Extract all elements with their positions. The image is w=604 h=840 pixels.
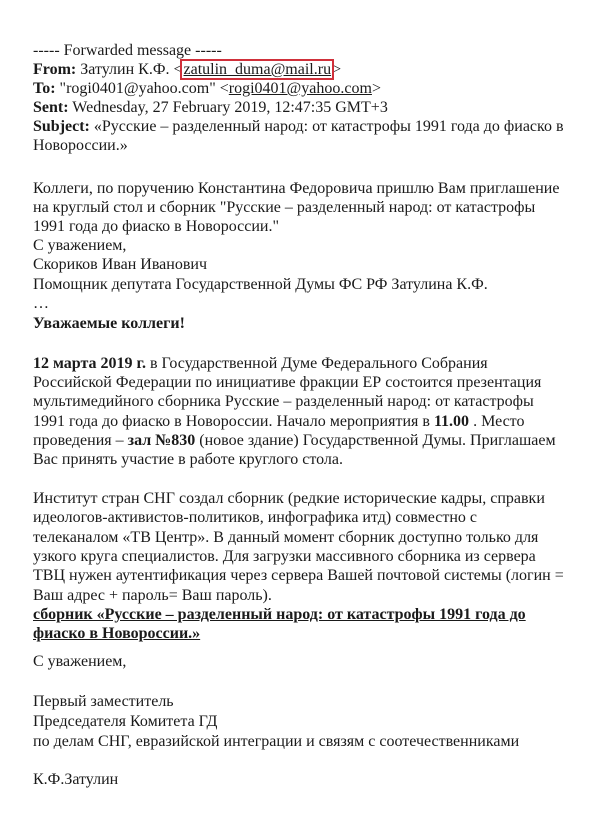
body-text: С уважением, [33, 237, 127, 254]
collection-link[interactable]: сборник «Русские – разделенный народ: от катастрофы 1991 года до [33, 606, 526, 623]
body-text: по делам СНГ, евразийской интеграции и связям с соотечественниками [33, 733, 520, 750]
body-line [33, 770, 118, 789]
to-name: "rogi0401@yahoo.com" < [59, 80, 229, 97]
body-line [33, 712, 217, 731]
body-text: Ваш адрес + пароль= Ваш пароль). [33, 587, 272, 604]
body-text: Скориков Иван Иванович [33, 256, 207, 273]
body-line [33, 354, 488, 373]
from-name: Затулин К.Ф. < [80, 61, 183, 78]
body-line [33, 489, 545, 508]
body-text: телеканалом «ТВ Центр». В данный момент сборник доступно только для [33, 529, 539, 546]
body-text: (новое здание) Государственной Думы. Приглашаем [195, 432, 556, 449]
body-text: в Государственной Думе Федерального Собрания [146, 355, 488, 372]
to-line [33, 79, 381, 98]
body-text: К.Ф.Затулин [33, 771, 119, 788]
body-line [33, 528, 538, 547]
body-line [33, 732, 519, 751]
body-text: зал №830 [127, 432, 196, 449]
body-text: Председателя Комитета ГД [33, 713, 218, 730]
body-line [33, 373, 541, 392]
subject-text: «Русские – разделенный народ: от катастрофы 1991 года до фиаско в [93, 118, 564, 135]
to-label: To: [33, 80, 56, 97]
body-text: Первый заместитель [33, 693, 174, 710]
body-text: Коллеги, по поручению Константина Федоровича пришлю Вам приглашение [33, 180, 560, 197]
body-line [33, 586, 272, 605]
body-text: Уважаемые коллеги! [33, 315, 185, 332]
from-close: > [332, 61, 342, 78]
subject-line [33, 117, 564, 136]
body-line [33, 431, 556, 450]
sent-label: Sent: [33, 99, 69, 116]
body-line [33, 217, 279, 236]
body-text: … [33, 295, 49, 312]
body-line [33, 450, 343, 469]
from-email-link[interactable]: zatulin_duma@mail.ru [183, 61, 332, 78]
body-text: Помощник депутата Государственной Думы ФС РФ Затулина К.Ф. [33, 276, 488, 293]
sent-line [33, 98, 388, 117]
body-line [33, 547, 536, 566]
body-text: Вас принять участие в работе круглого стола. [33, 451, 344, 468]
body-text: . Место [469, 413, 525, 430]
body-text: 1991 года до фиаско в Новороссии. Начало мероприятия в [33, 413, 434, 430]
body-line [33, 692, 174, 711]
body-text: мультимедийного сборника Русские – разделенный народ: от катастрофы [33, 393, 534, 410]
body-text: 11.00 [433, 413, 470, 430]
sent-value: Wednesday, 27 February 2019, 12:47:35 GMT+3 [72, 99, 388, 116]
body-line [33, 652, 126, 671]
body-line [33, 255, 207, 274]
to-close: > [371, 80, 381, 97]
to-email-link[interactable]: rogi0401@yahoo.com [228, 80, 372, 97]
body-text: на круглый стол и сборник "Русские – разделенный народ: от катастрофы [33, 199, 536, 216]
body-line [33, 294, 49, 313]
body-text: узкого круга специалистов. Для загрузки массивного сборника из сервера [33, 548, 536, 565]
body-text: ТВЦ нужен аутентификация через сервера Вашей почтовой системы (логин = [33, 567, 564, 584]
body-text: 12 марта 2019 г. [33, 355, 146, 372]
body-text: Институт стран СНГ создал сборник (редкие исторические кадры, справки [33, 490, 545, 507]
subject-label: Subject: [33, 118, 90, 135]
body-line [33, 508, 477, 527]
body-text: идеологов-активистов-политиков, инфографика итд) совместно с [33, 509, 477, 526]
body-line [33, 179, 559, 198]
collection-link[interactable]: фиаско в Новороссии.» [33, 625, 201, 642]
body-line [33, 236, 126, 255]
body-line [33, 566, 564, 585]
body-line [33, 275, 488, 294]
body-line [33, 605, 526, 624]
body-line [33, 198, 535, 217]
body-text: Российской Федерации по инициативе фракции ЕР состоится презентация [33, 374, 542, 391]
body-text: 1991 года до фиаско в Новороссии." [33, 218, 279, 235]
body-line [33, 412, 524, 431]
body-line [33, 392, 534, 411]
body-line [33, 624, 200, 643]
subject-line-2: Новороссии.» [33, 137, 128, 154]
from-line [33, 60, 341, 79]
from-label: From: [33, 61, 77, 78]
body-text: С уважением, [33, 653, 127, 670]
body-text: проведения – [33, 432, 128, 449]
forwarded-marker: ----- Forwarded message ----- [33, 42, 222, 59]
body-line [33, 314, 185, 333]
